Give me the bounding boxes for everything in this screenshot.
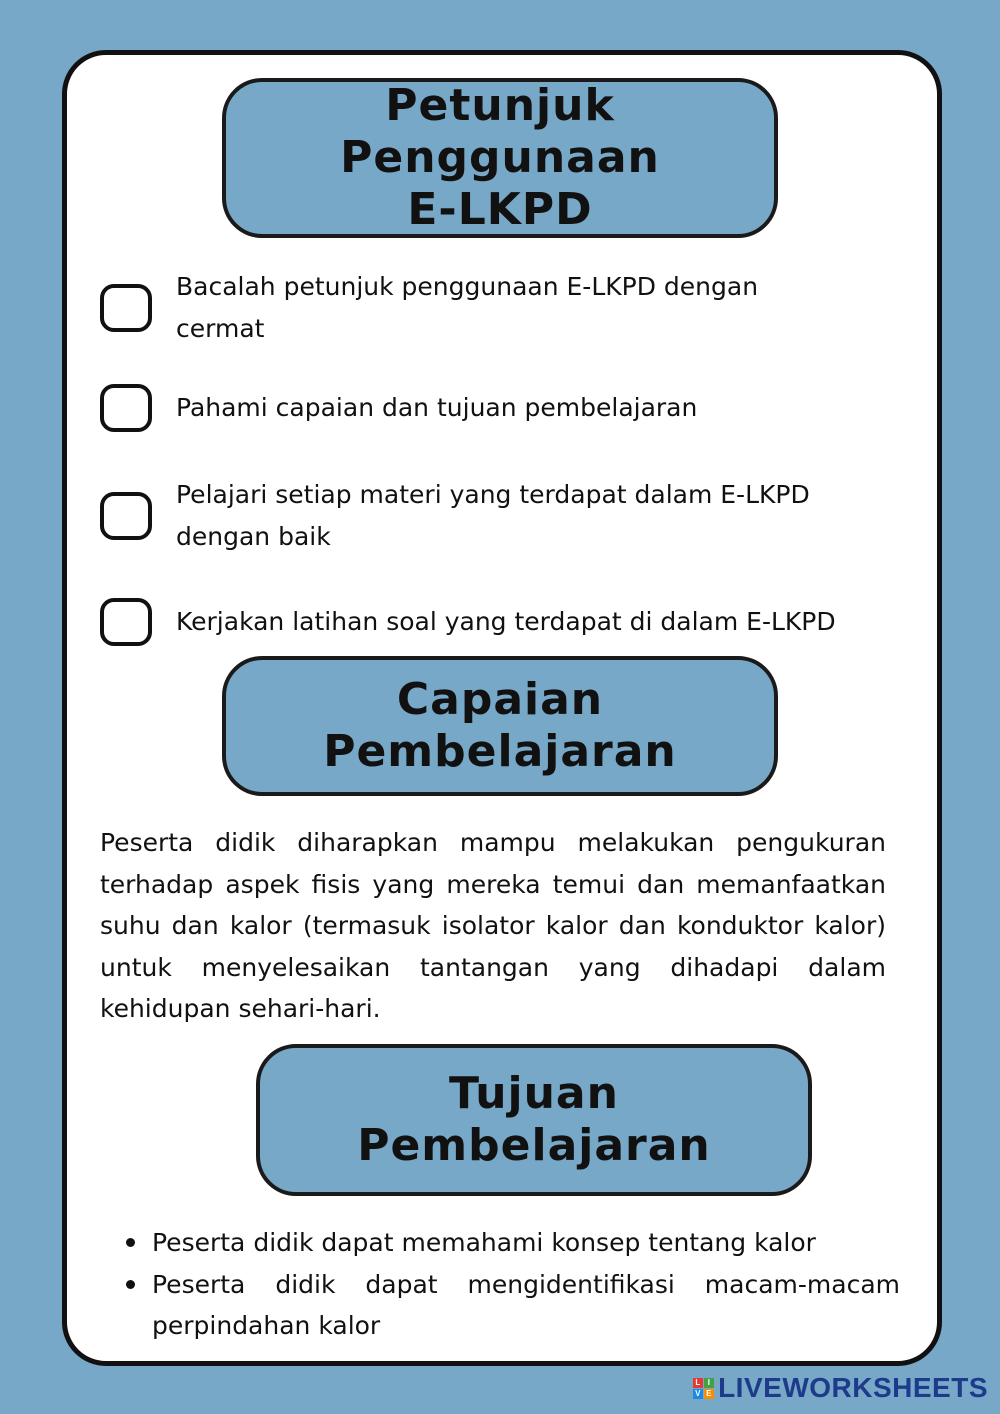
title-capaian-line1: Capaian: [396, 674, 604, 725]
checkbox[interactable]: [100, 598, 152, 646]
list-item: Peserta didik dapat memahami konsep tentang kalor: [152, 1222, 900, 1264]
title-capaian-line2: Pembelajaran: [323, 726, 677, 777]
instruction-text: Pelajari setiap materi yang terdapat dalam E-LKPD dengan baik: [176, 480, 810, 551]
title-petunjuk-line1: Petunjuk Penggunaan: [340, 80, 660, 183]
instruction-text: Bacalah petunjuk penggunaan E-LKPD dengan cermat: [176, 272, 759, 343]
title-petunjuk-line2: E-LKPD: [407, 184, 593, 235]
brand-name: LIVEWORKSHEETS: [718, 1372, 988, 1403]
instruction-item-3: [100, 474, 900, 558]
checkbox[interactable]: [100, 384, 152, 432]
instruction-text: Kerjakan latihan soal yang terdapat di dalam E-LKPD: [176, 607, 836, 636]
instruction-item-4: [100, 598, 900, 646]
tujuan-list: [152, 1222, 900, 1347]
title-tujuan-line1: Tujuan: [449, 1068, 619, 1119]
checkbox[interactable]: [100, 284, 152, 332]
logo-icon: L I V E: [693, 1378, 714, 1399]
title-petunjuk: [222, 78, 778, 238]
list-item: Peserta didik dapat mengidentifikasi macam-macam perpindahan kalor: [152, 1264, 900, 1347]
liveworksheets-logo[interactable]: [693, 1372, 988, 1404]
title-tujuan: [256, 1044, 812, 1196]
instruction-item-2: [100, 384, 900, 432]
instruction-text: Pahami capaian dan tujuan pembelajaran: [176, 393, 698, 422]
title-capaian: [222, 656, 778, 796]
instruction-item-1: [100, 266, 900, 350]
capaian-paragraph: Peserta didik diharapkan mampu melakukan pengukuran terhadap aspek fisis yang mereka temui dan memanfaatkan suhu dan kalor (termasuk isolator kalor dan konduktor kalor) untuk menyelesaikan tantangan yang dihadapi dalam kehidupan sehari-hari.: [100, 828, 886, 1023]
title-tujuan-line2: Pembelajaran: [357, 1120, 711, 1171]
checkbox[interactable]: [100, 492, 152, 540]
